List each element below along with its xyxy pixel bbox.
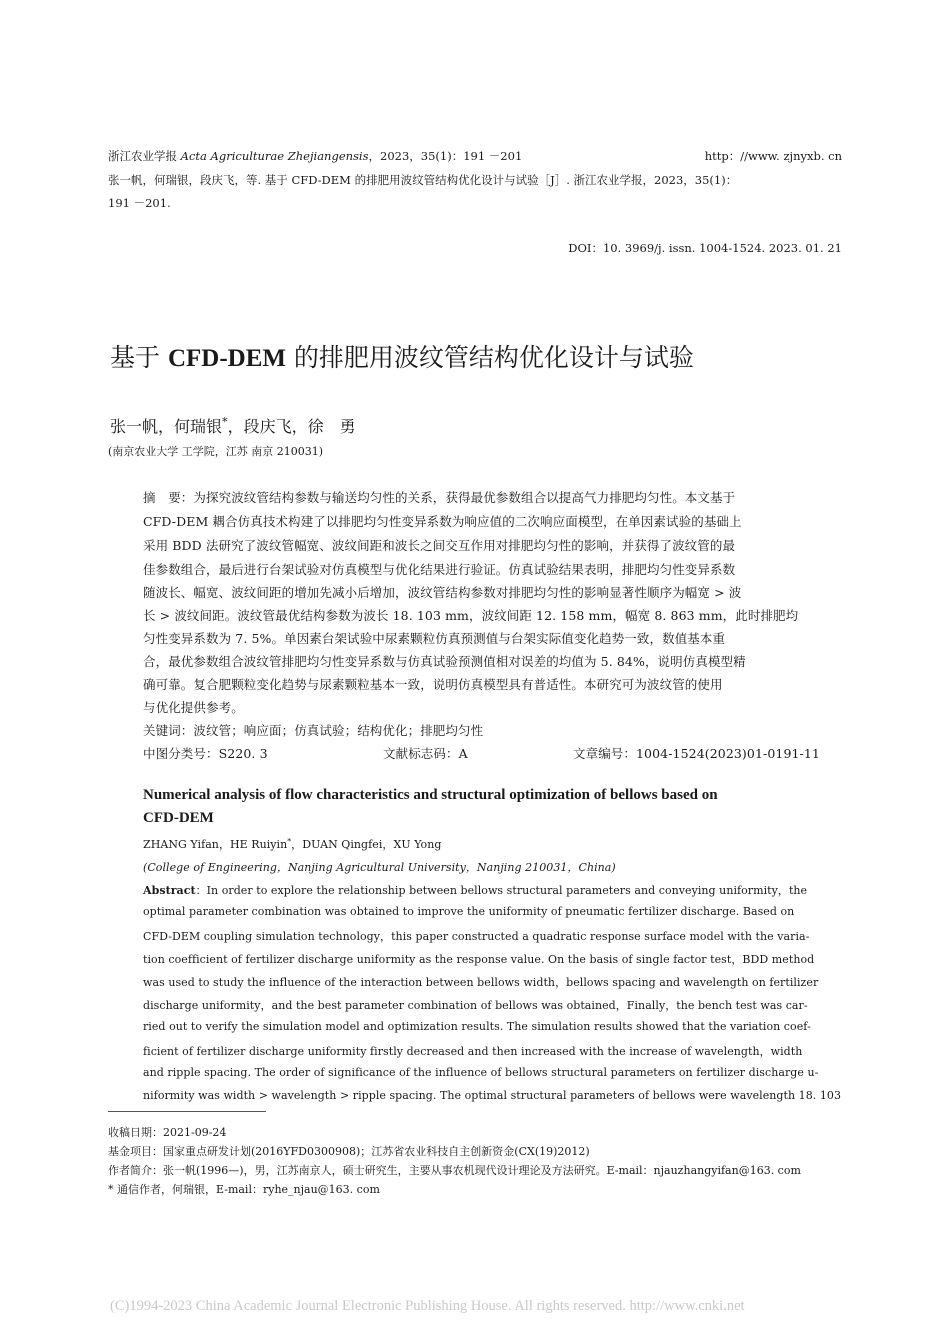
abstract-cn-line: CFD-DEM 耦合仿真技术构建了以排肥均匀性变异系数为响应值的二次响应面模型，在单因素试验的基础上: [143, 514, 742, 529]
journal-name-latin: Acta Agriculturae Zhejiangensis: [180, 149, 369, 163]
citation-line-2: 191 －201.: [108, 196, 171, 210]
english-abstract-line: ried out to verify the simulation model and optimization results. The simulation results showed that the variation coef-: [143, 1020, 811, 1033]
abstract-cn-line: 佳参数组合，最后进行台架试验对仿真模型与优化结果进行验证。仿真试验结果表明，排肥均匀性变异系数: [143, 562, 736, 577]
english-abstract-text: ：In order to explore the relationship between bellows structural parameters and conveying uniformity，the: [195, 884, 808, 897]
author-list: [110, 414, 356, 437]
english-abstract-line: was used to study the influence of the interaction between bellows width，bellows spacing and wavelength on fertilizer: [143, 976, 819, 989]
document-code: 文献标志码：A: [383, 746, 468, 761]
abstract-cn-line: 与优化提供参考。: [143, 700, 244, 715]
english-abstract-line: and ripple spacing. The order of significance of the influence of bellows structural parameters on fertilizer discharge u-: [143, 1066, 819, 1079]
english-abstract-line: ficient of fertilizer discharge uniformity firstly decreased and then increased with the increase of wavelength，width: [143, 1045, 803, 1058]
paper-title: [110, 338, 694, 374]
english-authors-a: ZHANG Yifan，HE Ruiyin: [143, 838, 288, 851]
abstract-cn-line: [143, 488, 808, 506]
abstract-cn-line: 长 > 波纹间距。波纹管最优结构参数为波长 18. 103 mm，波纹间距 12. 158 mm，幅宽 8. 863 mm，此时排肥均: [143, 608, 799, 623]
title-prefix: 基于: [110, 343, 168, 372]
doi[interactable]: DOI：10. 3969/j. issn. 1004-1524. 2023. 01. 21: [568, 241, 842, 255]
english-corresponding-mark: *: [287, 836, 292, 846]
english-title-line-1: Numerical analysis of flow characteristics and structural optimization of bellows based on: [143, 787, 718, 803]
abstract-label: 摘 要：: [143, 490, 194, 505]
english-abstract-line: optimal parameter combination was obtained to improve the uniformity of pneumatic fertilizer discharge. Based on: [143, 905, 795, 918]
article-number: 文章编号：1004-1524(2023)01-0191-11: [573, 746, 820, 761]
english-abstract-line: CFD-DEM coupling simulation technology，this paper constructed a quadratic response surface model with the varia-: [143, 930, 810, 943]
corresponding-mark: *: [222, 415, 228, 429]
abstract-cn-line: 合，最优参数组合波纹管排肥均匀性变异系数与仿真试验预测值相对误差的均值为 5. 84%，说明仿真模型精: [143, 654, 746, 669]
english-abstract-line: tion coefficient of fertilizer discharge uniformity as the response value. On the basis of single factor test，BDD method: [143, 953, 815, 966]
english-abstract-line: [143, 882, 808, 898]
abstract-cn-line: 随波长、幅宽、波纹间距的增加先减小后增加，波纹管结构参数对排肥均匀性的影响显著性顺序为幅宽 > 波: [143, 585, 742, 600]
copyright-watermark: (C)1994-2023 China Academic Journal Electronic Publishing House. All rights reserved. http://www.cnki.net: [110, 1298, 745, 1314]
english-abstract-label: Abstract: [143, 884, 196, 897]
english-abstract-line: niformity was width > wavelength > ripple spacing. The optimal structural parameters of bellows were wavelength 18. 103: [143, 1089, 841, 1102]
abstract-cn-line: 采用 BDD 法研究了波纹管幅宽、波纹间距和波长之间交互作用对排肥均匀性的影响，并获得了波纹管的最: [143, 538, 736, 553]
author-names-rest: ，段庆飞，徐 勇: [227, 417, 356, 436]
journal-issue: ，2023，35(1)：191 －201: [368, 149, 523, 163]
journal-name-cn: 浙江农业学报: [108, 149, 177, 163]
english-authors: [143, 836, 441, 852]
keywords: 关键词：波纹管；响应面；仿真试验；结构优化；排肥均匀性: [143, 723, 484, 738]
abstract-cn-line: 确可靠。复合肥颗粒变化趋势与尿素颗粒基本一致，说明仿真模型具有普适性。本研究可为波纹管的使用: [143, 677, 723, 692]
abstract-text: 为探究波纹管结构参数与输送均匀性的关系，获得最优参数组合以提高气力排肥均匀性。本文基于: [193, 490, 736, 505]
title-bold: CFD-DEM: [167, 345, 286, 372]
journal-website[interactable]: http：//www. zjnyxb. cn: [704, 149, 842, 163]
footnote-received: 收稿日期：2021-09-24: [108, 1126, 227, 1139]
clc-number: 中图分类号：S220. 3: [143, 746, 268, 761]
footnote-author-bio: 作者简介：张一帆(1996—)，男，江苏南京人，硕士研究生，主要从事农机现代设计理论及方法研究。E-mail：njauzhangyifan@163. com: [108, 1164, 801, 1177]
footnote-corresponding: * 通信作者，何瑞银，E-mail：ryhe_njau@163. com: [108, 1183, 380, 1196]
footnote-funding: 基金项目：国家重点研发计划(2016YFD0300908)；江苏省农业科技自主创新资金(CX(19)2012): [108, 1145, 590, 1158]
title-suffix: 的排肥用波纹管结构优化设计与试验: [285, 343, 694, 372]
english-affiliation: (College of Engineering，Nanjing Agricultural University，Nanjing 210031，China): [143, 861, 616, 874]
english-abstract-line: discharge uniformity，and the best parameter combination of bellows was obtained，Finally，the bench test was car-: [143, 999, 808, 1012]
english-title-line-2: CFD-DEM: [143, 810, 214, 826]
citation-line-1: 张一帆，何瑞银，段庆飞，等. 基于 CFD-DEM 的排肥用波纹管结构优化设计与试验［J］. 浙江农业学报，2023，35(1)：: [108, 173, 738, 187]
abstract-cn-line: 匀性变异系数为 7. 5%。单因素台架试验中尿素颗粒仿真预测值与台架实际值变化趋势一致，数值基本重: [143, 631, 726, 646]
english-authors-b: ，DUAN Qingfei，XU Yong: [291, 838, 442, 851]
journal-citation: [108, 148, 522, 164]
footnote-divider: [108, 1111, 266, 1112]
author-names: 张一帆，何瑞银: [110, 417, 223, 436]
affiliation: (南京农业大学 工学院，江苏 南京 210031): [108, 445, 324, 458]
